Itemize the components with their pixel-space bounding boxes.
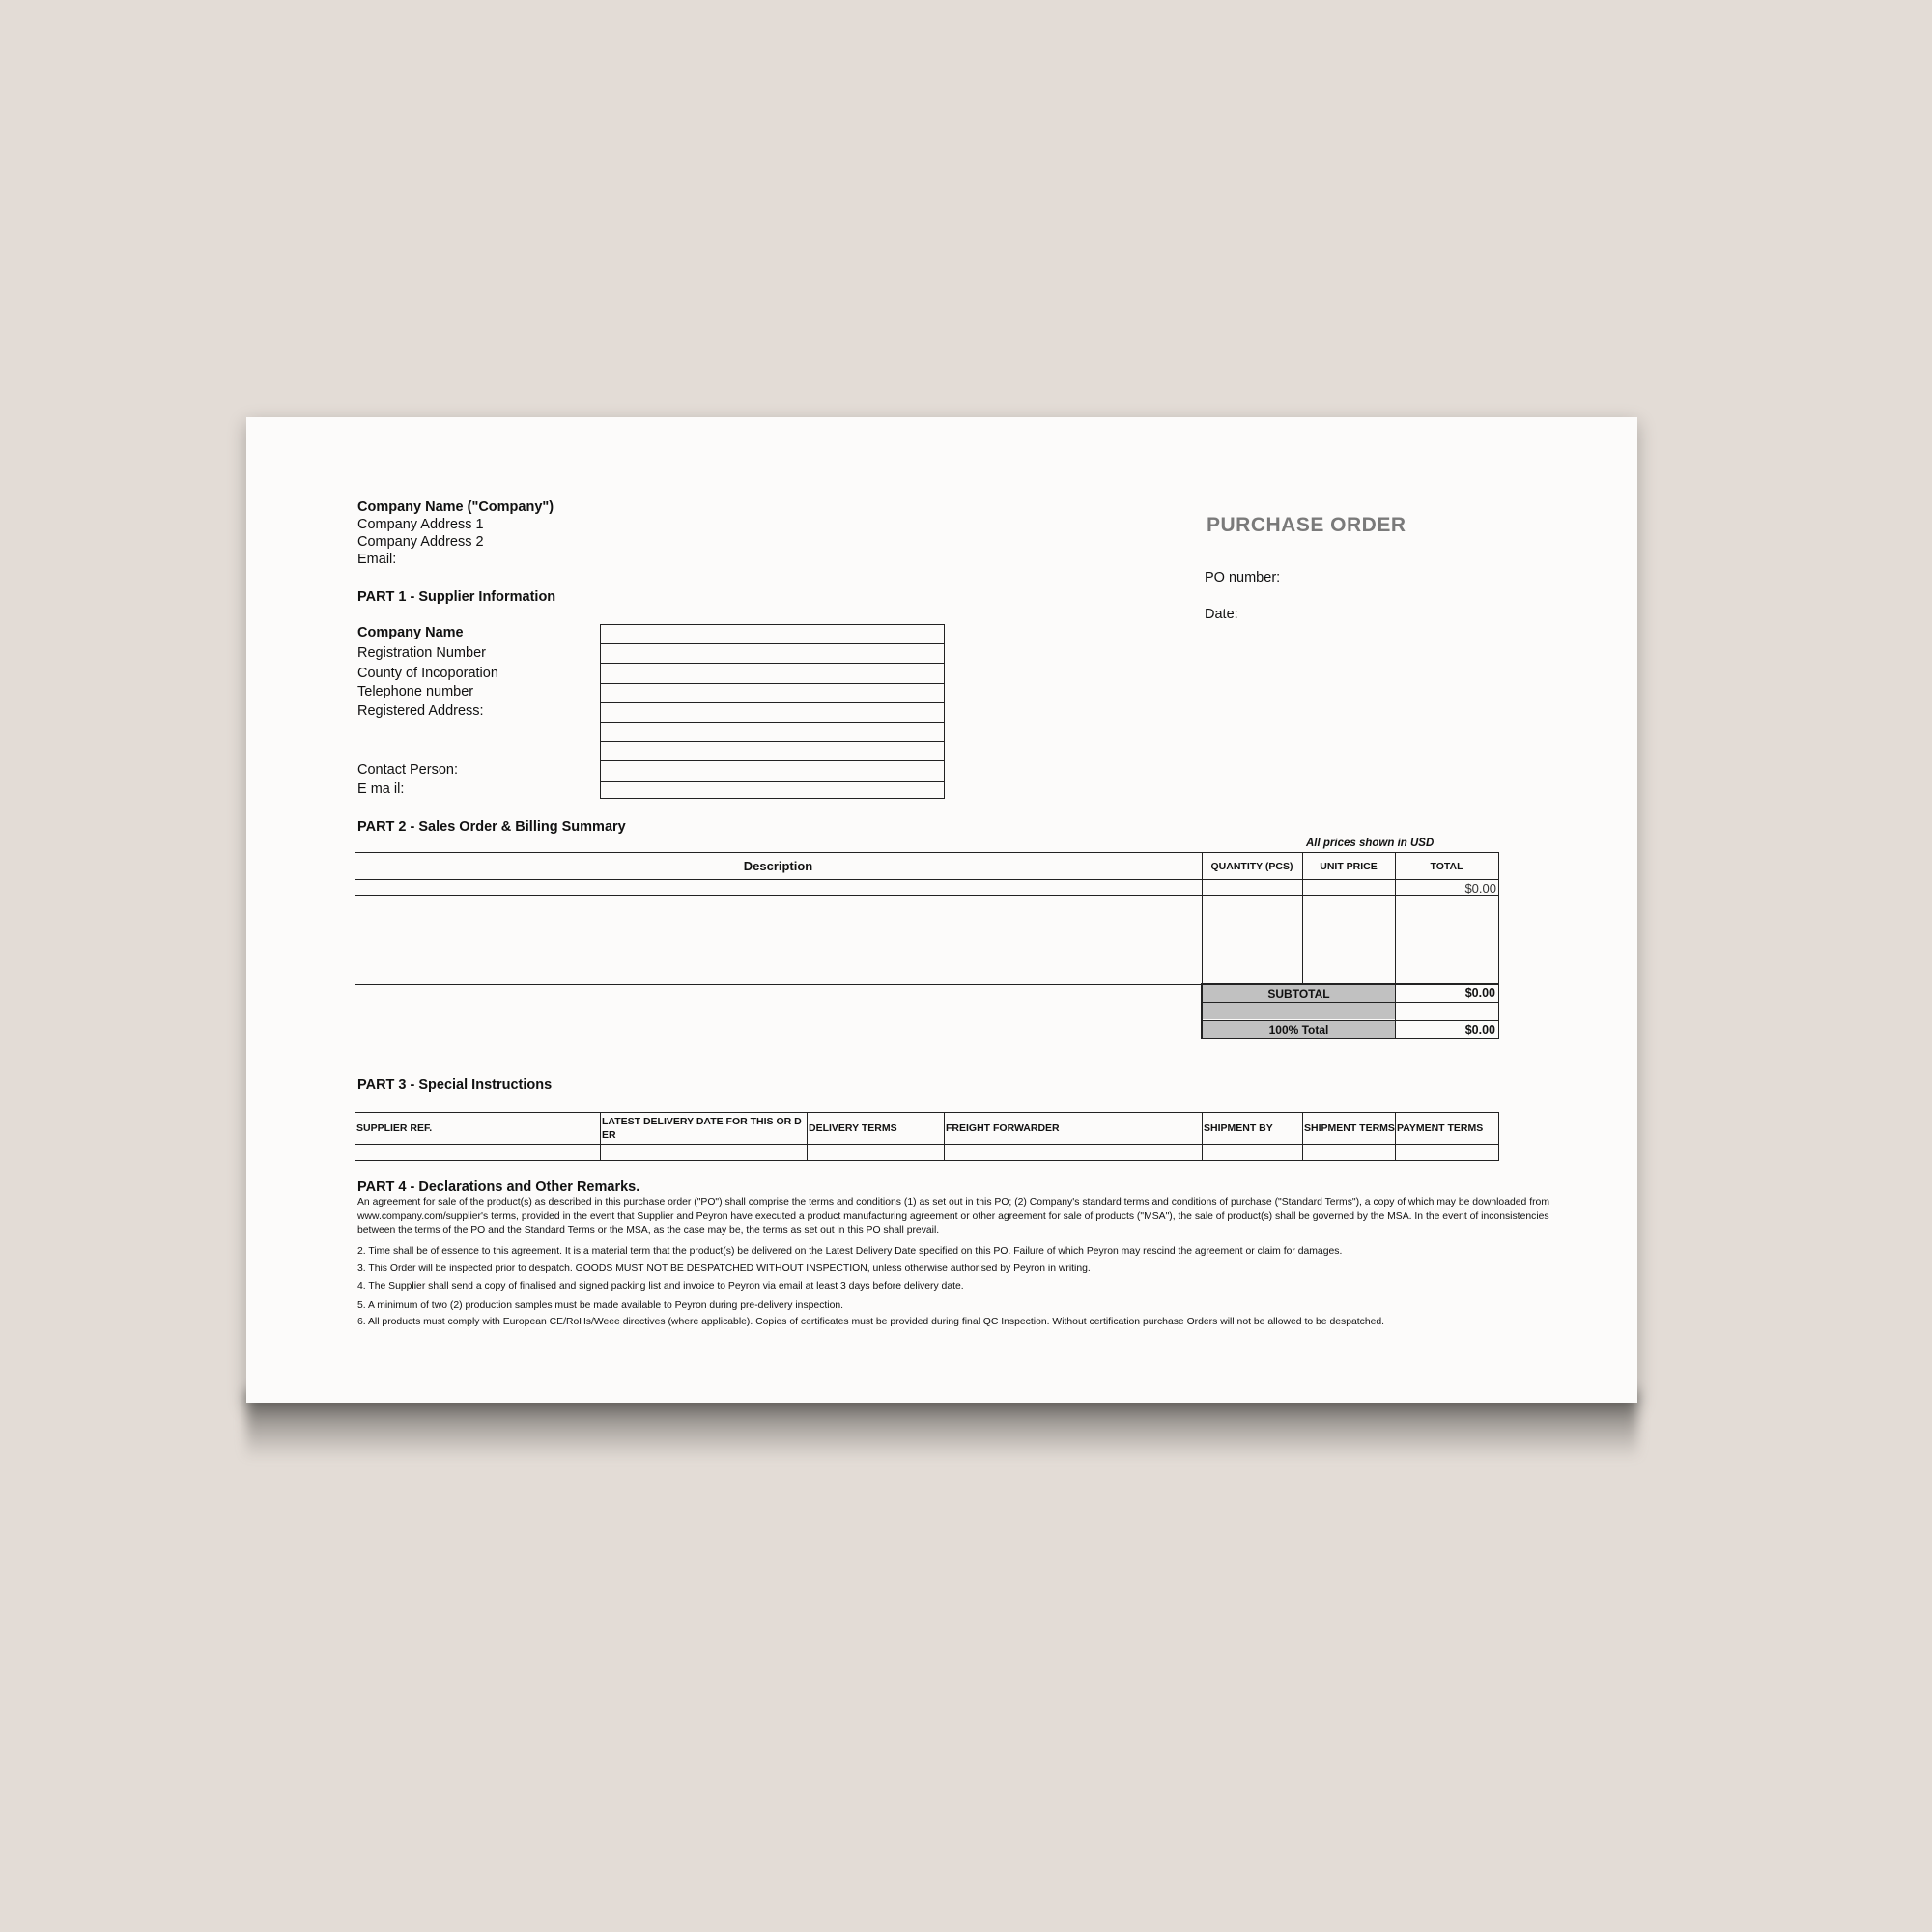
table-line bbox=[1302, 852, 1303, 984]
grid-line bbox=[600, 781, 945, 782]
page-title: PURCHASE ORDER bbox=[1207, 514, 1406, 536]
col-total: TOTAL bbox=[1430, 860, 1463, 872]
company-email-label: Email: bbox=[357, 552, 397, 567]
declaration-6: 6. All products must comply with European CE/RoHs/Weee directives (where applicable). Copies of certificates must be provided during final QC Inspection. Without certification purchase Orders will not be allowed to be despatched. bbox=[357, 1317, 1385, 1327]
table-line bbox=[355, 895, 1499, 896]
supplier-info-grid bbox=[600, 624, 945, 799]
label-registration-number: Registration Number bbox=[357, 645, 486, 661]
grid-line bbox=[600, 702, 945, 703]
part3-heading: PART 3 - Special Instructions bbox=[357, 1077, 553, 1093]
total-label: 100% Total bbox=[1203, 1021, 1395, 1038]
col-delivery-terms: DELIVERY TERMS bbox=[809, 1122, 897, 1134]
field-company-name[interactable] bbox=[600, 624, 945, 644]
col-shipment-by: SHIPMENT BY bbox=[1204, 1122, 1273, 1134]
declaration-5: 5. A minimum of two (2) production samples must be made available to Peyron during pre-delivery inspection. bbox=[357, 1300, 844, 1311]
declaration-3: 3. This Order will be inspected prior to despatch. GOODS MUST NOT BE DESPATCHED WITHOUT INSPECTION, unless otherwise authorised by Peyron in writing. bbox=[357, 1264, 1091, 1274]
total-value: $0.00 bbox=[1464, 1023, 1495, 1037]
subtotal-label: SUBTOTAL bbox=[1203, 985, 1395, 1002]
col-description: Description bbox=[743, 859, 813, 873]
date-label: Date: bbox=[1205, 607, 1238, 622]
label-telephone: Telephone number bbox=[357, 684, 474, 699]
grid-line bbox=[600, 683, 945, 684]
label-contact-person: Contact Person: bbox=[357, 762, 458, 778]
col-freight-forwarder: FREIGHT FORWARDER bbox=[946, 1122, 1060, 1134]
grid-line bbox=[600, 663, 945, 664]
part2-heading: PART 2 - Sales Order & Billing Summary bbox=[357, 819, 626, 835]
table-line bbox=[355, 1144, 1499, 1145]
currency-note: All prices shown in USD bbox=[1306, 838, 1435, 849]
company-name: Company Name ("Company") bbox=[357, 499, 554, 515]
po-number-label: PO number: bbox=[1205, 570, 1281, 585]
company-address-1: Company Address 1 bbox=[357, 517, 484, 532]
label-email: E ma il: bbox=[357, 781, 405, 797]
col-supplier-ref: SUPPLIER REF. bbox=[356, 1122, 433, 1134]
row-total-value: $0.00 bbox=[1464, 880, 1496, 895]
subtotal-value: $0.00 bbox=[1464, 986, 1495, 1000]
col-unit-price: UNIT PRICE bbox=[1320, 860, 1378, 872]
blank-gray-cell bbox=[1203, 1003, 1395, 1019]
declaration-2: 2. Time shall be of essence to this agreement. It is a material term that the product(s) be delivered on the Latest Delivery Date specified on this PO. Failure of which Peyron may rescind the agreement or claim for damages. bbox=[357, 1246, 1343, 1257]
col-shipment-terms: SHIPMENT TERMS bbox=[1304, 1122, 1395, 1134]
grid-line bbox=[600, 760, 945, 761]
grid-line bbox=[600, 643, 945, 644]
col-latest-delivery-date: LATEST DELIVERY DATE FOR THIS OR D ER bbox=[602, 1116, 802, 1141]
table-line bbox=[355, 879, 1499, 880]
table-line bbox=[1201, 1002, 1499, 1003]
label-registered-address: Registered Address: bbox=[357, 703, 484, 719]
label-county: County of Incoporation bbox=[357, 666, 498, 681]
part1-heading: PART 1 - Supplier Information bbox=[357, 589, 556, 605]
col-payment-terms: PAYMENT TERMS bbox=[1397, 1122, 1484, 1134]
grid-line bbox=[600, 741, 945, 742]
declaration-1: An agreement for sale of the product(s) as described in this purchase order ("PO") shall comprise the terms and conditions (1) as set out in this PO; (2) Company's standard terms and conditions of purchase ("Standard Terms"), a copy of which may be downloaded from www.company.com/supplier's terms, provided in the event that Supplier and Peyron have executed a product manufacturing agreement or other agreement for sale of products ("MSA"), the sale of product(s) shall be governed by the MSA. In the event of inconsistencies between the terms of the PO and the Standard Terms or the MSA, as the case may be, the terms as set out in this PO shall prevail. bbox=[357, 1197, 1549, 1236]
label-company-name: Company Name bbox=[357, 625, 464, 640]
company-address-2: Company Address 2 bbox=[357, 534, 484, 550]
part4-heading: PART 4 - Declarations and Other Remarks. bbox=[357, 1179, 640, 1195]
declaration-4: 4. The Supplier shall send a copy of finalised and signed packing list and invoice to Peyron via email at least 3 days before delivery date. bbox=[357, 1281, 964, 1292]
col-quantity: QUANTITY (PCS) bbox=[1210, 860, 1293, 872]
grid-line bbox=[600, 722, 945, 723]
